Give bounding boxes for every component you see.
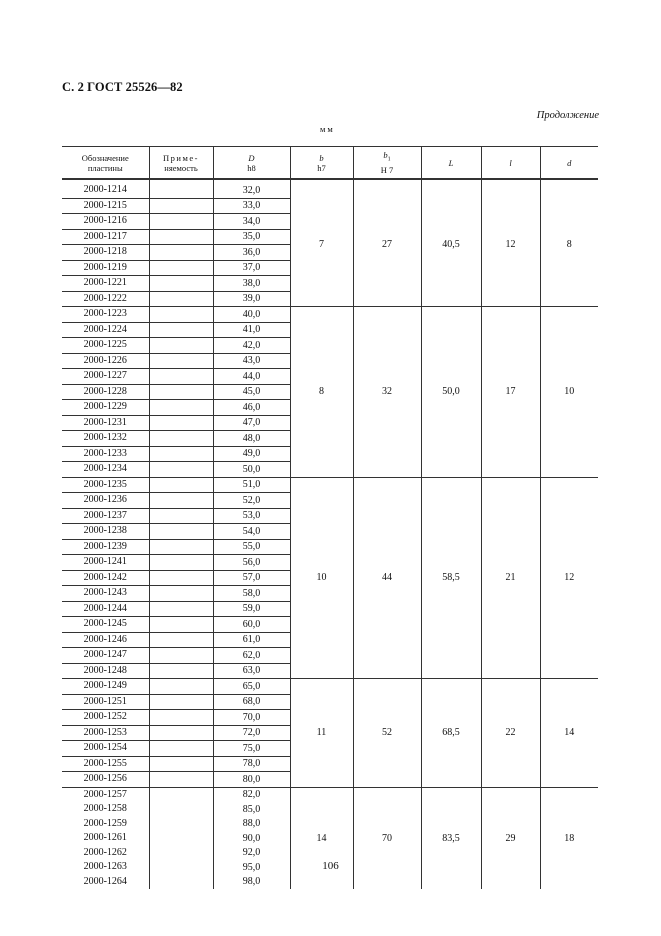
plate-D-value: 58,0	[213, 586, 290, 602]
header-b1	[353, 147, 421, 180]
group-L-value: 68,5	[421, 679, 481, 788]
plate-D-value: 39,0	[213, 291, 290, 307]
plate-designation: 2000-1246	[62, 632, 149, 648]
plate-designation: 2000-1218	[62, 245, 149, 261]
plate-applicability	[149, 477, 213, 493]
plate-D-value: 59,0	[213, 601, 290, 617]
group-d-value: 14	[540, 679, 598, 788]
group-b1-value: 44	[353, 477, 421, 679]
group-b1-value: 27	[353, 183, 421, 307]
plate-applicability	[149, 710, 213, 726]
table-header-row	[62, 147, 598, 180]
plate-applicability	[149, 524, 213, 540]
group-b-value: 7	[290, 183, 353, 307]
plate-D-value: 70,0	[213, 710, 290, 726]
group-b1-value: 32	[353, 307, 421, 478]
plate-D-value: 33,0	[213, 198, 290, 214]
group-b-value: 14	[290, 787, 353, 889]
header-b1-subscript: 1	[387, 156, 391, 163]
plate-D-value: 43,0	[213, 353, 290, 369]
plate-applicability	[149, 846, 213, 861]
page-title: С. 2 ГОСТ 25526—82	[62, 80, 183, 94]
plate-D-value: 32,0	[213, 183, 290, 198]
header-b-tolerance: h7	[317, 162, 326, 173]
plate-designation: 2000-1263	[83, 861, 127, 872]
plate-designation: 2000-1248	[62, 663, 149, 679]
plate-applicability	[149, 245, 213, 261]
plate-applicability	[149, 214, 213, 230]
plate-applicability	[149, 725, 213, 741]
plate-applicability	[149, 400, 213, 416]
plate-D-value: 78,0	[213, 756, 290, 772]
plate-D-value: 46,0	[213, 400, 290, 416]
plate-designation: 2000-1257	[83, 788, 127, 800]
plate-D-value: 40,0	[213, 307, 290, 323]
plate-D-value: 56,0	[213, 555, 290, 571]
plate-designation: 2000-1239	[62, 539, 149, 555]
plate-designation: 2000-1247	[62, 648, 149, 664]
plate-applicability	[149, 291, 213, 307]
plate-D-value: 36,0	[213, 245, 290, 261]
group-L-value: 83,5	[421, 787, 481, 889]
plate-applicability	[149, 802, 213, 817]
plate-D-value: 92,0	[213, 846, 290, 861]
plate-applicability	[149, 831, 213, 846]
plate-designation: 2000-1219	[62, 260, 149, 276]
plate-applicability	[149, 431, 213, 447]
plate-designation: 2000-1226	[62, 353, 149, 369]
plate-designation: 2000-1221	[62, 276, 149, 292]
plate-D-value: 47,0	[213, 415, 290, 431]
table-row	[62, 679, 598, 695]
plate-designation: 2000-1264	[83, 875, 127, 887]
plate-D-value: 48,0	[213, 431, 290, 447]
plate-designation: 2000-1245	[62, 617, 149, 633]
header-applicability-line2: няемость	[164, 162, 198, 173]
group-l-value: 21	[481, 477, 540, 679]
header-d	[540, 147, 598, 180]
plate-applicability	[149, 539, 213, 555]
plate-D-value: 54,0	[213, 524, 290, 540]
plate-applicability	[149, 679, 213, 695]
table-row	[62, 787, 598, 802]
plate-D-value: 42,0	[213, 338, 290, 354]
plate-D-value: 68,0	[213, 694, 290, 710]
plate-D-value: 53,0	[213, 508, 290, 524]
group-b-value: 10	[290, 477, 353, 679]
group-L-value: 40,5	[421, 183, 481, 307]
plate-designation: 2000-1229	[62, 400, 149, 416]
plate-applicability	[149, 570, 213, 586]
plate-designation: 2000-1249	[62, 679, 149, 695]
plate-designation: 2000-1237	[62, 508, 149, 524]
plate-applicability	[149, 276, 213, 292]
plate-designation: 2000-1231	[62, 415, 149, 431]
plate-D-value: 57,0	[213, 570, 290, 586]
plate-designation: 2000-1258	[83, 803, 127, 814]
plate-designation: 2000-1242	[62, 570, 149, 586]
plate-designation: 2000-1252	[62, 710, 149, 726]
plate-designation: 2000-1256	[62, 772, 149, 788]
plate-D-value: 37,0	[213, 260, 290, 276]
plate-D-value: 82,0	[213, 787, 290, 802]
plate-designation: 2000-1244	[62, 601, 149, 617]
plate-designation: 2000-1255	[62, 756, 149, 772]
plate-D-value: 60,0	[213, 617, 290, 633]
header-b	[290, 147, 353, 180]
group-l-value: 12	[481, 183, 540, 307]
plate-D-value: 44,0	[213, 369, 290, 385]
header-D	[213, 147, 290, 180]
table-row	[62, 307, 598, 323]
plate-applicability	[149, 307, 213, 323]
header-L-symbol: L	[448, 157, 454, 168]
header-b1-tolerance: H 7	[380, 164, 394, 175]
plate-applicability	[149, 183, 213, 198]
group-d-value: 10	[540, 307, 598, 478]
header-designation-line2: пластины	[87, 162, 123, 173]
plate-designation: 2000-1215	[62, 198, 149, 214]
group-d-value: 12	[540, 477, 598, 679]
plate-designation: 2000-1227	[62, 369, 149, 385]
plate-D-value: 88,0	[213, 817, 290, 832]
plate-designation: 2000-1222	[62, 291, 149, 307]
plate-applicability	[149, 493, 213, 509]
plate-applicability	[149, 384, 213, 400]
header-L	[421, 147, 481, 180]
continuation-label: Продолжение	[536, 110, 599, 121]
plate-applicability	[149, 787, 213, 802]
plate-applicability	[149, 817, 213, 832]
plate-D-value: 49,0	[213, 446, 290, 462]
plate-designation: 2000-1262	[83, 846, 127, 858]
plates-table	[62, 146, 598, 889]
plate-D-value: 34,0	[213, 214, 290, 230]
plate-applicability	[149, 555, 213, 571]
plate-applicability	[149, 741, 213, 757]
plate-applicability	[149, 260, 213, 276]
plate-D-value: 75,0	[213, 741, 290, 757]
plate-D-value: 51,0	[213, 477, 290, 493]
table-row	[62, 183, 598, 198]
plate-designation: 2000-1238	[62, 524, 149, 540]
plate-D-value: 45,0	[213, 384, 290, 400]
plate-applicability	[149, 601, 213, 617]
plate-D-value: 98,0	[213, 875, 290, 890]
plate-designation: 2000-1217	[62, 229, 149, 245]
plate-designation: 2000-1243	[62, 586, 149, 602]
plate-applicability	[149, 446, 213, 462]
plate-designation: 2000-1259	[83, 817, 127, 829]
plate-designation: 2000-1261	[83, 832, 127, 843]
plate-D-value: 65,0	[213, 679, 290, 695]
group-d-value: 18	[540, 787, 598, 889]
plate-designation: 2000-1214	[62, 183, 149, 198]
plate-D-value: 85,0	[213, 802, 290, 817]
plate-D-value: 80,0	[213, 772, 290, 788]
plate-D-value: 90,0	[213, 831, 290, 846]
group-b1-value: 70	[353, 787, 421, 889]
plate-designation: 2000-1233	[62, 446, 149, 462]
plate-applicability	[149, 586, 213, 602]
plate-applicability	[149, 462, 213, 478]
plate-applicability	[149, 663, 213, 679]
unit-label: мм	[320, 124, 335, 134]
group-b1-value: 52	[353, 679, 421, 788]
header-designation	[62, 147, 149, 180]
plate-applicability	[149, 369, 213, 385]
header-l	[481, 147, 540, 180]
plate-D-value: 95,0	[213, 860, 290, 875]
plate-applicability	[149, 508, 213, 524]
plate-applicability	[149, 338, 213, 354]
header-applicability	[149, 147, 213, 180]
plate-D-value: 63,0	[213, 663, 290, 679]
group-l-value: 29	[481, 787, 540, 889]
plate-D-value: 62,0	[213, 648, 290, 664]
plate-applicability	[149, 353, 213, 369]
header-D-symbol: D	[248, 152, 255, 163]
plate-designation: 2000-1234	[62, 462, 149, 478]
plate-applicability	[149, 648, 213, 664]
group-b-value: 11	[290, 679, 353, 788]
plate-designation: 2000-1254	[62, 741, 149, 757]
plate-designation: 2000-1223	[62, 307, 149, 323]
group-L-value: 50,0	[421, 307, 481, 478]
plate-applicability	[149, 229, 213, 245]
plate-D-value: 55,0	[213, 539, 290, 555]
plate-designation: 2000-1224	[62, 322, 149, 338]
plate-designation: 2000-1253	[62, 725, 149, 741]
plate-D-value: 52,0	[213, 493, 290, 509]
plate-designation: 2000-1232	[62, 431, 149, 447]
header-D-tolerance: h8	[247, 162, 256, 173]
header-b1-symbol: b	[383, 150, 388, 161]
plate-applicability	[149, 617, 213, 633]
plate-designation: 2000-1235	[62, 477, 149, 493]
header-applicability-line1: Приме-	[163, 152, 199, 163]
group-l-value: 22	[481, 679, 540, 788]
table-body	[62, 179, 598, 889]
header-l-symbol: l	[509, 157, 512, 168]
plate-applicability	[149, 415, 213, 431]
plate-applicability	[149, 198, 213, 214]
plate-D-value: 35,0	[213, 229, 290, 245]
group-b-value: 8	[290, 307, 353, 478]
plate-applicability	[149, 632, 213, 648]
header-designation-line1: Обозначение	[81, 152, 129, 163]
table-row	[62, 477, 598, 493]
plate-applicability	[149, 875, 213, 890]
plate-designation: 2000-1236	[62, 493, 149, 509]
plate-designation: 2000-1216	[62, 214, 149, 230]
plate-D-value: 50,0	[213, 462, 290, 478]
page-number: 106	[322, 860, 339, 872]
plate-D-value: 38,0	[213, 276, 290, 292]
plate-D-value: 61,0	[213, 632, 290, 648]
plate-applicability	[149, 322, 213, 338]
group-l-value: 17	[481, 307, 540, 478]
plate-D-value: 41,0	[213, 322, 290, 338]
plate-designation: 2000-1228	[62, 384, 149, 400]
group-d-value: 8	[540, 183, 598, 307]
header-b-symbol: b	[319, 152, 324, 163]
plate-D-value: 72,0	[213, 725, 290, 741]
plate-applicability	[149, 694, 213, 710]
header-d-symbol: d	[567, 157, 572, 168]
group-L-value: 58,5	[421, 477, 481, 679]
plate-designation: 2000-1225	[62, 338, 149, 354]
plate-designation: 2000-1241	[62, 555, 149, 571]
plate-designation: 2000-1251	[62, 694, 149, 710]
plate-applicability	[149, 756, 213, 772]
plate-applicability	[149, 772, 213, 788]
